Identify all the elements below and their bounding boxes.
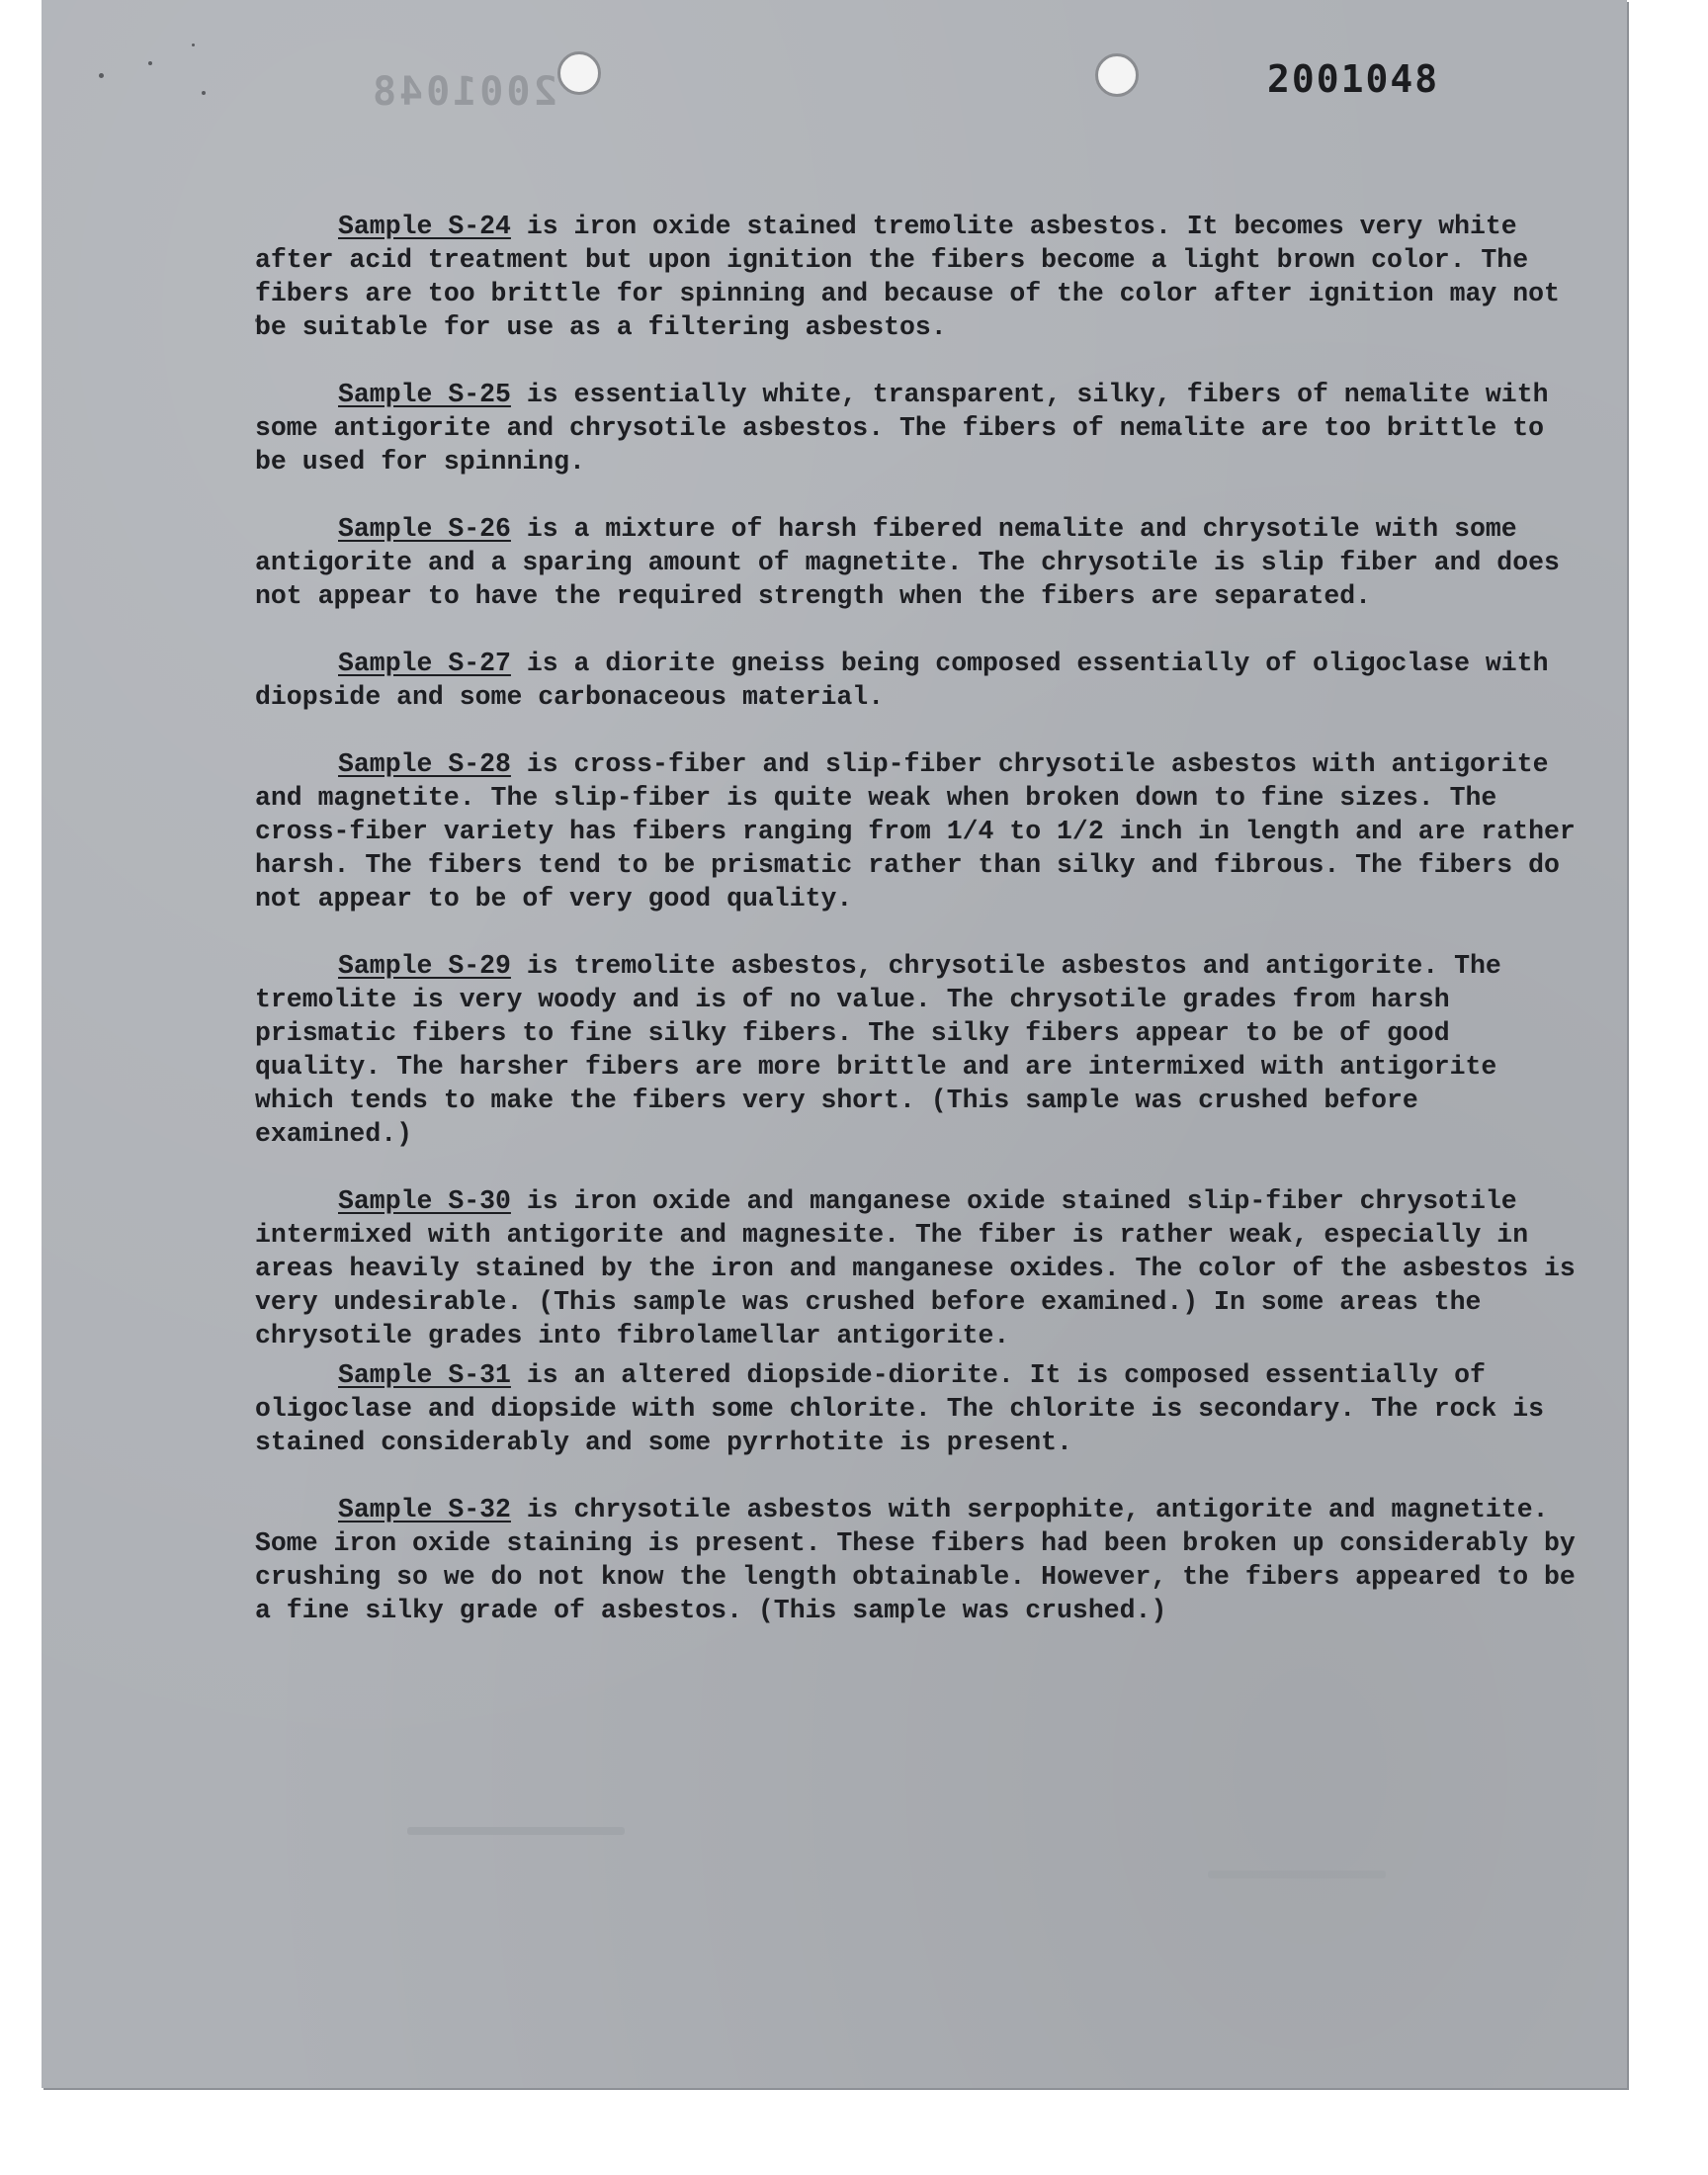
sample-text: is chrysotile asbestos with serpophite, antigorite and magnetite. Some iron oxide staining is present. These fibers had been broken up considerably by crushing so we do not know the length obtainable. However, the fibers appeared to be a fine silky grade of asbestos. (This sample was crushed.) [255,1495,1576,1625]
punch-hole-right [1095,53,1139,97]
sample-paragraph-s31 [255,1358,1580,1459]
sample-text: is essentially white, transparent, silky, fibers of nemalite with some antigorite and chrysotile asbestos. The fibers of nemalite are too brittle to be used for spinning. [255,380,1549,477]
sample-label: Sample S-28 [338,749,511,779]
sample-paragraph-s28 [255,747,1580,915]
sample-label: Sample S-30 [338,1186,511,1216]
sample-label: Sample S-24 [338,212,511,241]
sample-label: Sample S-25 [338,380,511,409]
sample-label: Sample S-27 [338,649,511,678]
sample-text: is cross-fiber and slip-fiber chrysotile asbestos with antigorite and magnetite. The slip-fiber is quite weak when broken down to fine sizes. The cross-fiber variety has fibers ranging from 1/4 to 1/2 inch in length and are rather harsh. The fibers tend to be prismatic rather than silky and fibrous. The fibers do not appear to be of very good quality. [255,749,1576,914]
sample-text: is a mixture of harsh fibered nemalite and chrysotile with some antigorite and a sparing amount of magnetite. The chrysotile is slip fiber and does not appear to have the required strength when the fibers are separated. [255,514,1560,611]
sample-paragraph-s29 [255,949,1580,1151]
bleed-through-number: 2001048 [370,69,557,115]
speck [202,91,206,95]
sample-paragraph-s26 [255,512,1580,613]
sample-text: is iron oxide and manganese oxide stained slip-fiber chrysotile intermixed with antigorite and magnesite. The fiber is rather weak, especially in areas heavily stained by the iron and manganese oxides. The color of the asbestos is very undesirable. (This sample was crushed before examined.) In some areas the chrysotile grades into fibrolamellar antigorite. [255,1186,1576,1350]
document-body [255,210,1580,1661]
document-number: 2001048 [1267,57,1440,101]
speck [192,44,195,46]
sample-text: is iron oxide stained tremolite asbestos. It becomes very white after acid treatment but upon ignition the fibers become a light brown color. The fibers are too brittle for spinning and because of the color after ignition may not be suitable for use as a filtering asbestos. [255,212,1560,342]
sample-label: Sample S-26 [338,514,511,544]
sample-label: Sample S-32 [338,1495,511,1524]
speck [148,61,152,65]
sample-paragraph-s24 [255,210,1580,344]
sample-text: is an altered diopside-diorite. It is composed essentially of oligoclase and diopside with some chlorite. The chlorite is secondary. The rock is stained considerably and some pyrrhotite is present. [255,1360,1545,1457]
smudge [407,1827,625,1835]
smudge [1208,1870,1386,1878]
sample-label: Sample S-31 [338,1360,511,1390]
punch-hole-left [557,51,601,95]
sample-paragraph-s27 [255,647,1580,714]
sample-label: Sample S-29 [338,951,511,981]
sample-paragraph-s30 [255,1184,1580,1352]
sample-text: is tremolite asbestos, chrysotile asbestos and antigorite. The tremolite is very woody and is of no value. The chrysotile grades from harsh prismatic fibers to fine silky fibers. The silky fibers appear to be of good quality. The harsher fibers are more brittle and are intermixed with antigorite which tends to make the fibers very short. (This sample was crushed before examined.) [255,951,1501,1149]
speck [99,73,104,78]
sample-paragraph-s25 [255,378,1580,478]
sample-paragraph-s32 [255,1493,1580,1627]
sample-text: is a diorite gneiss being composed essentially of oligoclase with diopside and some carbonaceous material. [255,649,1549,712]
